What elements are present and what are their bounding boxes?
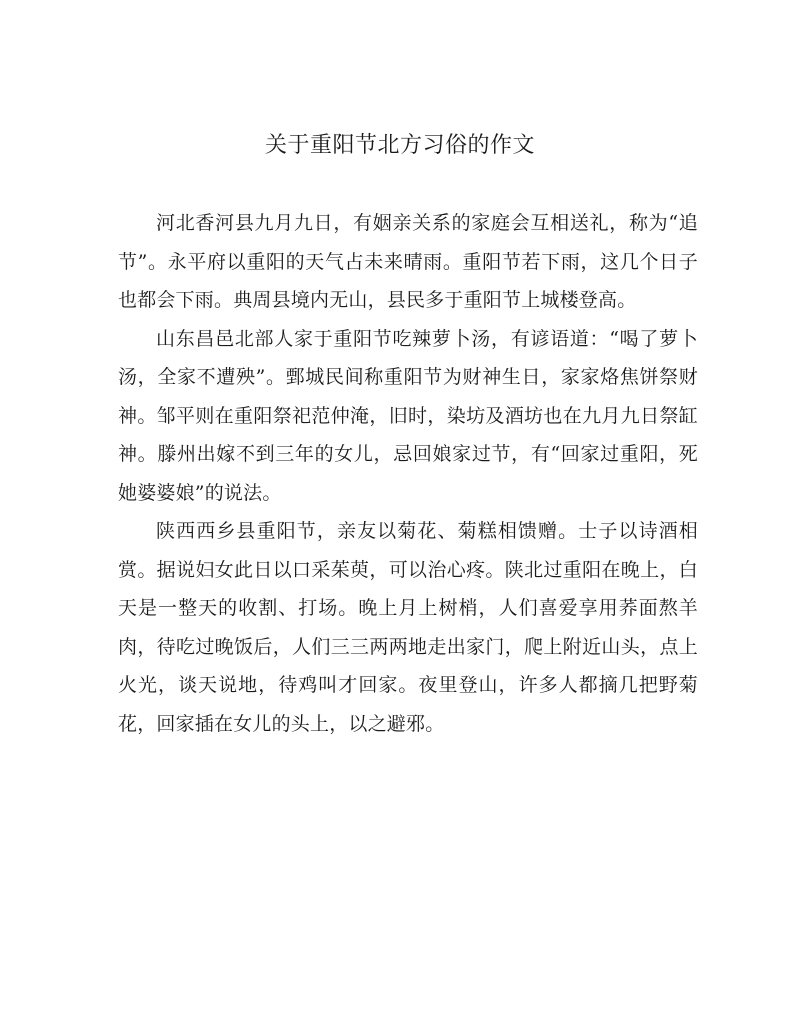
paragraph-hebei: 河北香河县九月九日，有姻亲关系的家庭会互相送礼，称为“追节”。永平府以重阳的天气占未来晴雨。重阳节若下雨，这几个日子也都会下雨。典周县境内无山，县民多于重阳节上城楼登高。 xyxy=(118,212,698,311)
paragraph-shandong: 山东昌邑北部人家于重阳节吃辣萝卜汤，有谚语道：“喝了萝卜汤，全家不遭殃”。鄄城民间称重阳节为财神生日，家家烙焦饼祭财神。邹平则在重阳祭祀范仲淹，旧时，染坊及酒坊也在九月九日祭缸神。滕州出嫁不到三年的女儿，忌回娘家过节，有“回家过重阳，死她婆婆娘”的说法。 xyxy=(118,327,698,504)
paragraph-shaanxi: 陕西西乡县重阳节，亲友以菊花、菊糕相馈赠。士子以诗酒相赏。据说妇女此日以口采茱萸，可以治心疼。陕北过重阳在晚上，白天是一整天的收割、打场。晚上月上树梢，人们喜爱享用荞面熬羊肉，待吃过晚饭后，人们三三两两地走出家门，爬上附近山头，点上火光，谈天说地，待鸡叫才回家。夜里登山，许多人都摘几把野菊花，回家插在女儿的头上，以之避邪。 xyxy=(118,520,698,735)
document-title: 关于重阳节北方习俗的作文 xyxy=(264,133,535,158)
document-body xyxy=(118,204,698,743)
